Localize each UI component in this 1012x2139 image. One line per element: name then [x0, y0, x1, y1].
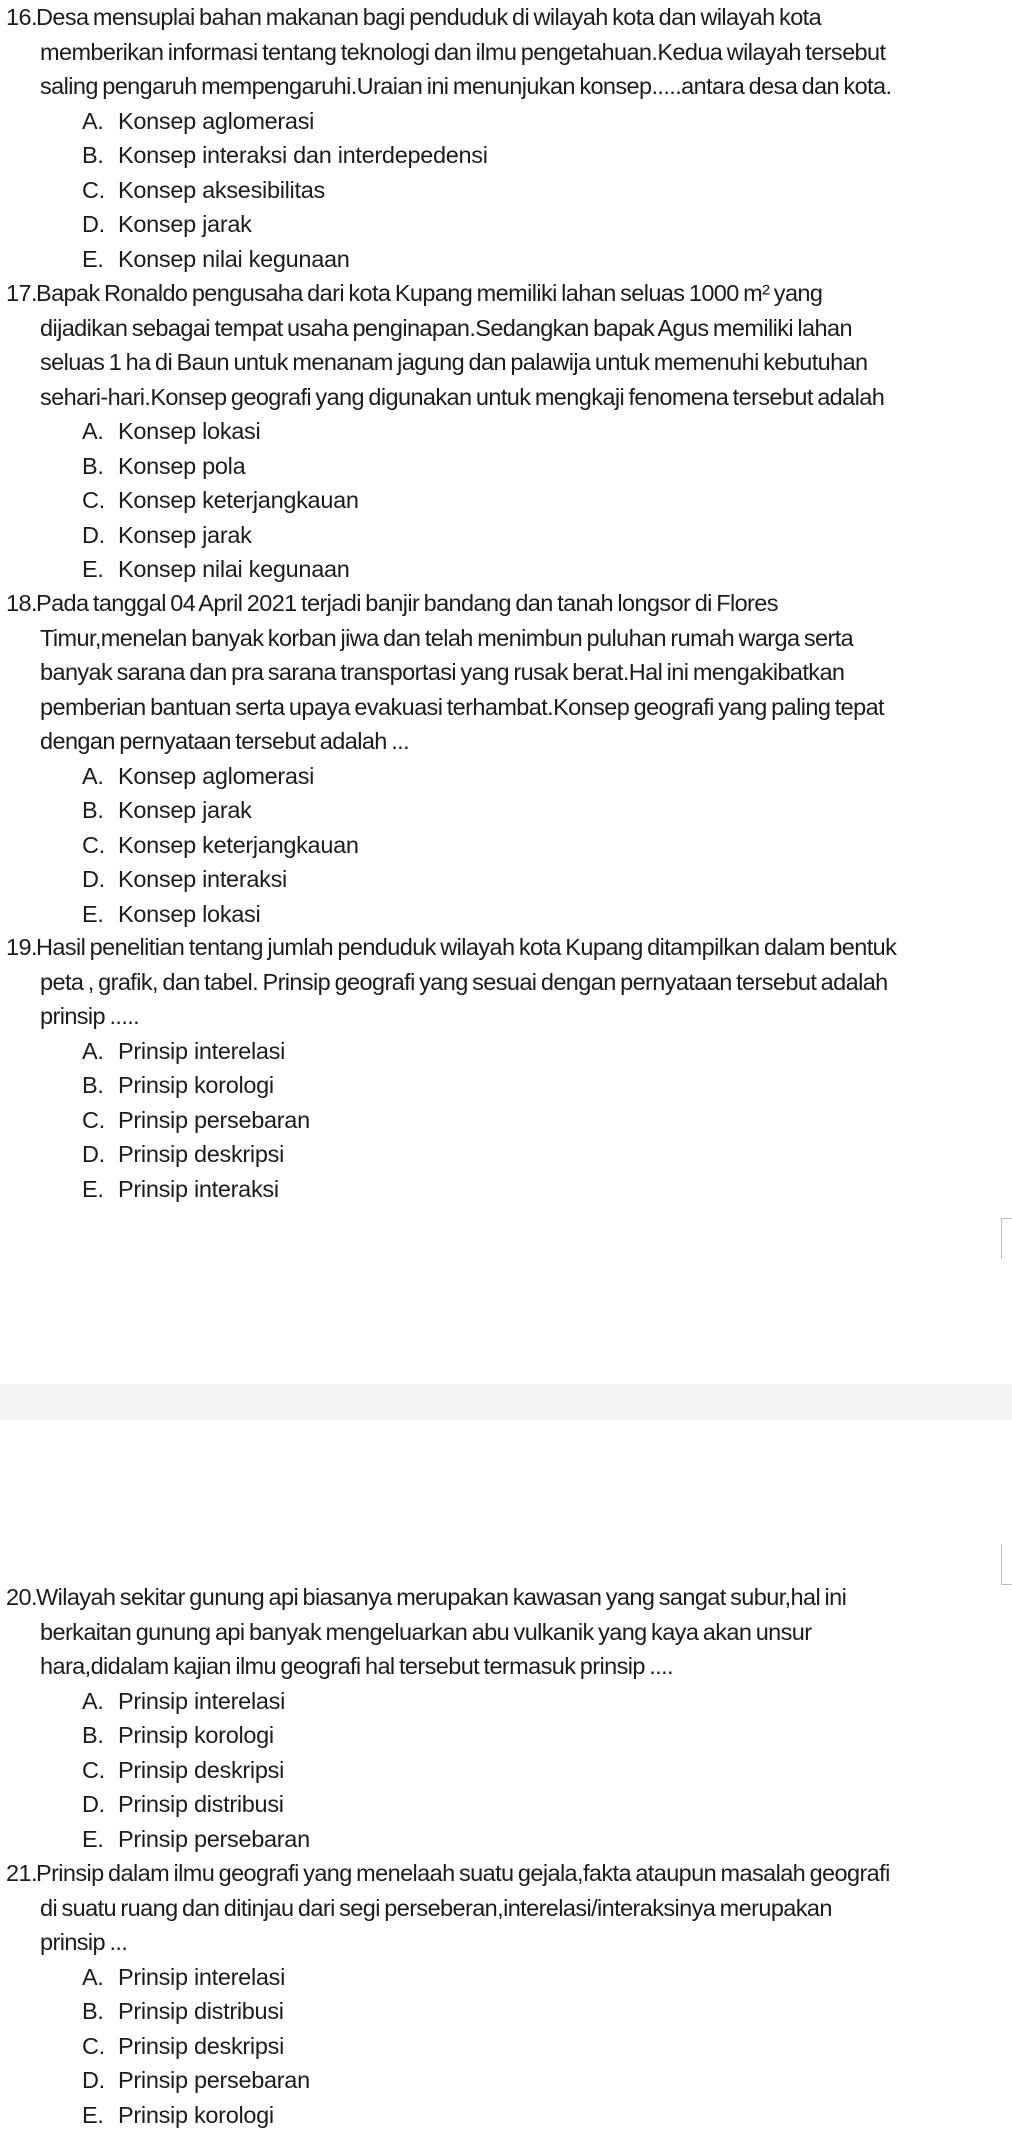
option-c[interactable]: C. Konsep keterjangkauan: [82, 487, 359, 513]
option-e[interactable]: E. Prinsip korologi: [82, 2101, 274, 2128]
option-b[interactable]: B. Prinsip distribusi: [82, 1998, 284, 2024]
option-d[interactable]: D. Konsep jarak: [82, 521, 252, 548]
question-number: 17.: [6, 280, 37, 306]
page-edge-mark: [1001, 1218, 1012, 1259]
option-c[interactable]: C. Konsep keterjangkauan: [82, 831, 359, 858]
option-a[interactable]: A. Prinsip interelasi: [82, 1963, 286, 1990]
option-b[interactable]: B. Konsep pola: [82, 452, 246, 479]
option-c[interactable]: C. Konsep aksesibilitas: [82, 176, 325, 203]
option-d[interactable]: D. Konsep jarak: [82, 211, 252, 237]
option-c[interactable]: C. Prinsip deskripsi: [82, 2032, 284, 2059]
options-list: [6, 1034, 1006, 1207]
question-20: [6, 1580, 1006, 1856]
question-number: 16.: [6, 4, 37, 30]
option-b[interactable]: B. Prinsip korologi: [82, 1722, 274, 1748]
option-d[interactable]: D. Prinsip deskripsi: [82, 1141, 284, 1167]
question-number: 20.: [6, 1584, 37, 1610]
page-gap-band: [0, 1384, 1012, 1420]
option-c[interactable]: C. Prinsip persebaran: [82, 1106, 310, 1133]
question-number: 18.: [6, 590, 37, 616]
question-text: 16.Desa mensuplai bahan makanan bagi penduduk di wilayah kota dan wilayah kota memberikan informasi tentang teknologi dan ilmu pengetahuan.Kedua wilayah tersebut saling pengaruh mempengaruhi.Uraian ini menunjukan konsep.....antara desa dan kota.: [6, 0, 1006, 104]
options-list: [6, 414, 1006, 587]
question-17: [6, 276, 1006, 587]
option-e[interactable]: E. Prinsip persebaran: [82, 1825, 310, 1852]
option-b[interactable]: B. Prinsip korologi: [82, 1072, 274, 1098]
option-c[interactable]: C. Prinsip deskripsi: [82, 1756, 284, 1783]
options-list: [6, 759, 1006, 932]
option-a[interactable]: A. Prinsip interelasi: [82, 1687, 286, 1714]
option-b[interactable]: B. Konsep interaksi dan interdepedensi: [82, 142, 488, 168]
question-text: 17.Bapak Ronaldo pengusaha dari kota Kupang memiliki lahan seluas 1000 m² yang dijadikan sebagai tempat usaha penginapan.Sedangkan bapak Agus memiliki lahan seluas 1 ha di Baun untuk menanam jagung dan palawija untuk memenuhi kebutuhan sehari-hari.Konsep geografi yang digunakan untuk mengkaji fenomena tersebut adalah: [6, 276, 1006, 414]
page-edge-mark: [1001, 1544, 1012, 1585]
question-text: 20.Wilayah sekitar gunung api biasanya merupakan kawasan yang sangat subur,hal ini berkaitan gunung api banyak mengeluarkan abu vulkanik yang kaya akan unsur hara,didalam kajian ilmu geografi hal tersebut termasuk prinsip ....: [6, 1580, 1006, 1684]
option-a[interactable]: A. Konsep aglomerasi: [82, 107, 315, 134]
option-d[interactable]: D. Prinsip distribusi: [82, 1791, 284, 1817]
question-19: [6, 930, 1006, 1206]
option-e[interactable]: E. Prinsip interaksi: [82, 1175, 279, 1202]
question-number: 21.: [6, 1860, 37, 1886]
option-e[interactable]: E. Konsep nilai kegunaan: [82, 556, 350, 582]
question-number: 19.: [6, 934, 37, 960]
option-e[interactable]: E. Konsep nilai kegunaan: [82, 245, 350, 272]
question-text: 19.Hasil penelitian tentang jumlah penduduk wilayah kota Kupang ditampilkan dalam bentuk peta , grafik, dan tabel. Prinsip geografi yang sesuai dengan pernyataan tersebut adalah prinsip .....: [6, 930, 1006, 1034]
option-b[interactable]: B. Konsep jarak: [82, 797, 252, 823]
question-18: [6, 586, 1006, 931]
options-list: [6, 1960, 1006, 2133]
question-text: 18.Pada tanggal 04 April 2021 terjadi banjir bandang dan tanah longsor di Flores Timur,menelan banyak korban jiwa dan telah menimbun puluhan rumah warga serta banyak sarana dan pra sarana transportasi yang rusak berat.Hal ini mengakibatkan pemberian bantuan serta upaya evakuasi terhambat.Konsep geografi yang paling tepat dengan pernyataan tersebut adalah ...: [6, 586, 1006, 759]
option-e[interactable]: E. Konsep lokasi: [82, 900, 261, 927]
question-text: 21.Prinsip dalam ilmu geografi yang menelaah suatu gejala,fakta ataupun masalah geografi di suatu ruang dan ditinjau dari segi perseberan,interelasi/interaksinya merupakan prinsip ...: [6, 1856, 1006, 1960]
question-21: [6, 1856, 1006, 2132]
options-list: [6, 1684, 1006, 1857]
option-a[interactable]: A. Konsep aglomerasi: [82, 762, 315, 789]
option-d[interactable]: D. Prinsip persebaran: [82, 2067, 310, 2093]
question-16: [6, 0, 1006, 276]
option-a[interactable]: A. Prinsip interelasi: [82, 1037, 286, 1064]
option-d[interactable]: D. Konsep interaksi: [82, 866, 287, 892]
option-a[interactable]: A. Konsep lokasi: [82, 418, 261, 444]
options-list: [6, 104, 1006, 277]
